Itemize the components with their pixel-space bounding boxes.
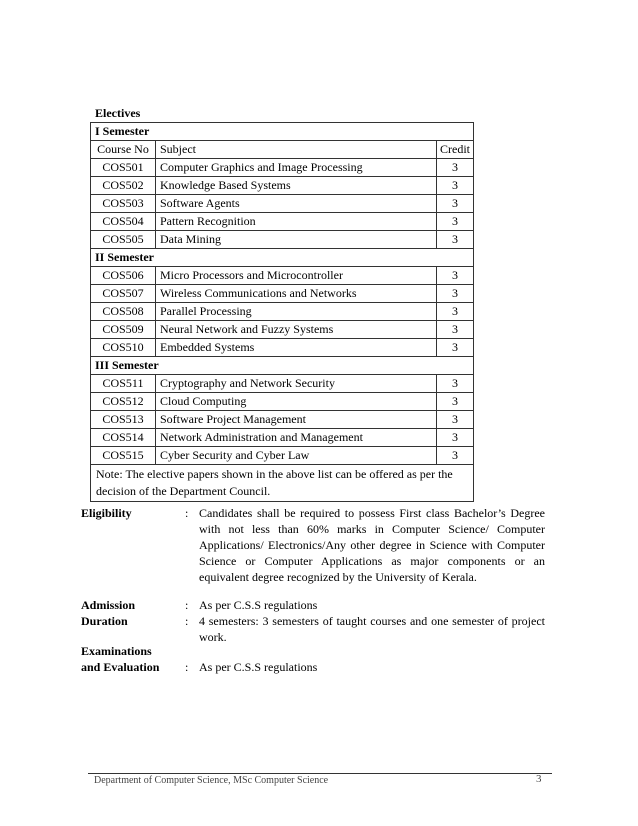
course-credit: 3	[437, 375, 474, 393]
course-subject: Wireless Communications and Networks	[156, 285, 437, 303]
evaluation-label: and Evaluation	[81, 660, 160, 674]
course-no: COS506	[91, 267, 156, 285]
semester-heading: I Semester	[91, 123, 474, 141]
course-no: COS507	[91, 285, 156, 303]
semester-heading: II Semester	[91, 249, 474, 267]
eligibility-label: Eligibility	[81, 506, 132, 520]
table-row	[91, 429, 474, 447]
course-credit: 3	[437, 393, 474, 411]
table-row	[91, 195, 474, 213]
semester-heading: III Semester	[91, 357, 474, 375]
course-no: COS514	[91, 429, 156, 447]
course-credit: 3	[437, 411, 474, 429]
table-row	[91, 375, 474, 393]
table-header-row	[91, 141, 474, 159]
course-no: COS504	[91, 213, 156, 231]
footer-divider	[88, 773, 552, 774]
colon: :	[185, 614, 189, 628]
course-subject: Cryptography and Network Security	[156, 375, 437, 393]
electives-table	[90, 122, 474, 502]
table-row	[91, 447, 474, 465]
table-row	[91, 411, 474, 429]
examinations-label: Examinations	[81, 644, 152, 658]
course-credit: 3	[437, 303, 474, 321]
course-subject: Computer Graphics and Image Processing	[156, 159, 437, 177]
course-credit: 3	[437, 177, 474, 195]
electives-note: Note: The elective papers shown in the above list can be offered as per the decision of the Department Council.	[91, 465, 474, 502]
course-subject: Data Mining	[156, 231, 437, 249]
course-no: COS501	[91, 159, 156, 177]
course-no: COS508	[91, 303, 156, 321]
course-subject: Software Project Management	[156, 411, 437, 429]
course-no: COS510	[91, 339, 156, 357]
page-number: 3	[536, 773, 542, 785]
course-subject: Micro Processors and Microcontroller	[156, 267, 437, 285]
course-no: COS509	[91, 321, 156, 339]
course-no: COS502	[91, 177, 156, 195]
course-credit: 3	[437, 429, 474, 447]
course-credit: 3	[437, 231, 474, 249]
course-no: COS503	[91, 195, 156, 213]
course-no: COS515	[91, 447, 156, 465]
table-row	[91, 159, 474, 177]
course-no: COS513	[91, 411, 156, 429]
colon: :	[185, 598, 189, 612]
course-credit: 3	[437, 213, 474, 231]
table-row	[91, 303, 474, 321]
header-course-no: Course No	[91, 141, 156, 159]
course-subject: Neural Network and Fuzzy Systems	[156, 321, 437, 339]
duration-value: 4 semesters: 3 semesters of taught courses and one semester of project work.	[199, 614, 545, 644]
semester-row	[91, 123, 474, 141]
table-row	[91, 393, 474, 411]
table-row	[91, 285, 474, 303]
semester-row	[91, 249, 474, 267]
table-row	[91, 339, 474, 357]
course-credit: 3	[437, 339, 474, 357]
table-row	[91, 321, 474, 339]
electives-title: Electives	[95, 106, 141, 120]
eligibility-value: Candidates shall be required to possess First class Bachelor’s Degree with not less than 60% marks in Computer Science/ Computer Applications/ Electronics/Any other degree in Science with Computer Science or Computer Applications as major components or an equivalent degree recognized by the University of Kerala.	[199, 506, 545, 584]
table-row	[91, 177, 474, 195]
duration-label: Duration	[81, 614, 128, 628]
header-credit: Credit	[437, 141, 474, 159]
footer-text: Department of Computer Science, MSc Computer Science	[94, 775, 329, 786]
course-credit: 3	[437, 285, 474, 303]
course-credit: 3	[437, 267, 474, 285]
table-row	[91, 213, 474, 231]
colon: :	[185, 660, 189, 674]
course-subject: Cloud Computing	[156, 393, 437, 411]
course-subject: Embedded Systems	[156, 339, 437, 357]
colon: :	[185, 506, 189, 520]
admission-value: As per C.S.S regulations	[199, 598, 318, 612]
course-subject: Network Administration and Management	[156, 429, 437, 447]
table-row	[91, 267, 474, 285]
course-no: COS512	[91, 393, 156, 411]
table-row	[91, 231, 474, 249]
course-subject: Pattern Recognition	[156, 213, 437, 231]
course-credit: 3	[437, 159, 474, 177]
course-credit: 3	[437, 321, 474, 339]
examinations-value: As per C.S.S regulations	[199, 660, 318, 674]
course-no: COS505	[91, 231, 156, 249]
semester-row	[91, 357, 474, 375]
course-subject: Parallel Processing	[156, 303, 437, 321]
note-row	[91, 465, 474, 502]
course-subject: Cyber Security and Cyber Law	[156, 447, 437, 465]
course-subject: Knowledge Based Systems	[156, 177, 437, 195]
course-subject: Software Agents	[156, 195, 437, 213]
header-subject: Subject	[156, 141, 437, 159]
admission-label: Admission	[81, 598, 136, 612]
course-credit: 3	[437, 447, 474, 465]
course-credit: 3	[437, 195, 474, 213]
course-no: COS511	[91, 375, 156, 393]
